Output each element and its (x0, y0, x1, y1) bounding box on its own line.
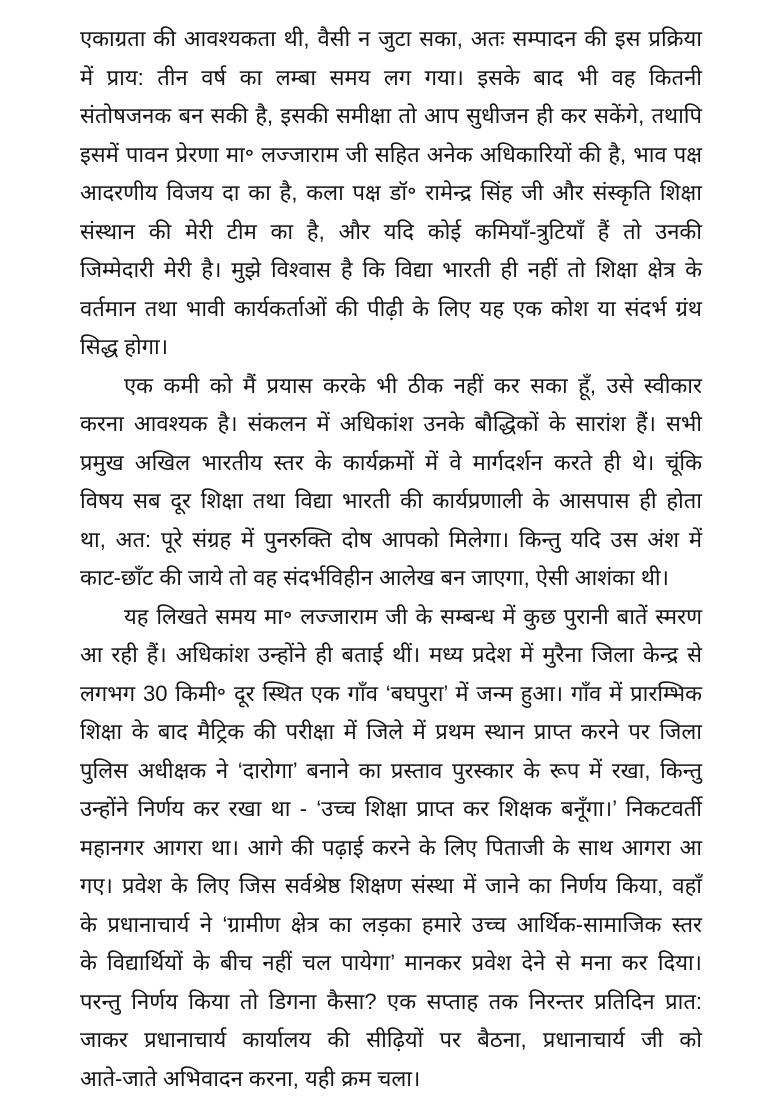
text-line: काट-छाँट की जाये तो वह संदर्भविहीन आलेख बन जाएगा, ऐसी आशंका थी। (80, 565, 669, 590)
text-line: एक कमी को मैं प्रयास करके भी ठीक नहीं कर सका हूँ, उसे स्वीकार (124, 372, 702, 398)
text-line: यह लिखते समय मा॰ लज्जाराम जी के सम्बन्ध में कुछ पुरानी बातें स्मरण (124, 603, 702, 629)
text-line: वर्तमान तथा भावी कार्यकर्ताओं की पीढ़ी के लिए यह एक कोश या संदर्भ ग्रंथ (80, 295, 702, 321)
text-line: उन्होंने निर्णय कर रखा था - ‘उच्च शिक्षा प्राप्त कर शिक्षक बनूँगा।’ निकटवर्ती (80, 796, 702, 821)
text-line: के प्रधानाचार्य ने ‘ग्रामीण क्षेत्र का लड़का हमारे उच्च आर्थिक-सामाजिक स्तर (80, 911, 702, 937)
text-line: शिक्षा के बाद मैट्रिक की परीक्षा में जिले में प्रथम स्थान प्राप्त करने पर जिला (80, 719, 702, 744)
document-page (80, 20, 702, 1098)
paragraph (80, 598, 702, 1099)
text-line: पुलिस अधीक्षक ने ‘दारोगा’ बनाने का प्रस्ताव पुरस्कार के रूप में रखा, किन्तु (80, 757, 702, 783)
paragraph (80, 367, 702, 598)
text-line: विषय सब दूर शिक्षा तथा विद्या भारती की कार्यप्रणाली के आसपास ही होता (80, 488, 702, 513)
text-line: सिद्ध होगा। (80, 334, 169, 359)
text-line: आदरणीय विजय दा का है, कला पक्ष डॉ॰ रामेन्द्र सिंह जी और संस्कृति शिक्षा (80, 180, 702, 205)
text-line: लगभग 30 किमी॰ दूर स्थित एक गाँव ‘बघपुरा’ में जन्म हुआ। गाँव में प्रारम्भिक (80, 680, 702, 706)
text-line: जाकर प्रधानाचार्य कार्यालय की सीढ़ियों पर बैठना, प्रधानाचार्य जी को (80, 1027, 702, 1052)
text-line: में प्राय: तीन वर्ष का लम्बा समय लग गया। इसके बाद भी वह कितनी (80, 64, 702, 90)
text-line: के विद्यार्थियों के बीच नहीं चल पायेगा’ मानकर प्रवेश देने से मना कर दिया। (80, 950, 702, 975)
paragraph (80, 20, 702, 367)
text-line: जिम्मेदारी मेरी है। मुझे विश्वास है कि विद्या भारती ही नहीं तो शिक्षा क्षेत्र के (80, 257, 702, 282)
text-line: एकाग्रता की आवश्यकता थी, वैसी न जुटा सका, अतः सम्पादन की इस प्रक्रिया (80, 26, 702, 51)
text-line: प्रमुख अखिल भारतीय स्तर के कार्यक्रमों में वे मार्गदर्शन करते ही थे। चूंकि (80, 449, 702, 475)
text-line: इसमें पावन प्रेरणा मा॰ लज्जाराम जी सहित अनेक अधिकारियों की है, भाव पक्ष (80, 141, 702, 167)
text-line: था, अत: पूरे संग्रह में पुनरुक्ति दोष आपको मिलेगा। किन्तु यदि उस अंश में (80, 526, 702, 552)
text-line: करना आवश्यक है। संकलन में अधिकांश उनके बौद्धिकों के सारांश हैं। सभी (80, 411, 702, 436)
text-line: आते-जाते अभिवादन करना, यही क्रम चला। (80, 1065, 421, 1091)
text-line: महानगर आगरा था। आगे की पढ़ाई करने के लिए पिताजी के साथ आगरा आ (80, 834, 702, 860)
text-line: परन्तु निर्णय किया तो डिगना कैसा? एक सप्ताह तक निरन्तर प्रतिदिन प्रात: (80, 988, 702, 1014)
text-line: आ रही हैं। अधिकांश उन्होंने ही बताई थीं। मध्य प्रदेश में मुरैना जिला केन्द्र से (80, 642, 702, 667)
text-line: संस्थान की मेरी टीम का है, और यदि कोई कमियाँ-त्रुटियाँ हैं तो उनकी (80, 218, 702, 244)
text-line: संतोषजनक बन सकी है, इसकी समीक्षा तो आप सुधीजन ही कर सकेंगे, तथापि (80, 103, 702, 128)
text-line: गए। प्रवेश के लिए जिस सर्वश्रेष्ठ शिक्षण संस्था में जाने का निर्णय किया, वहाँ (80, 873, 702, 898)
